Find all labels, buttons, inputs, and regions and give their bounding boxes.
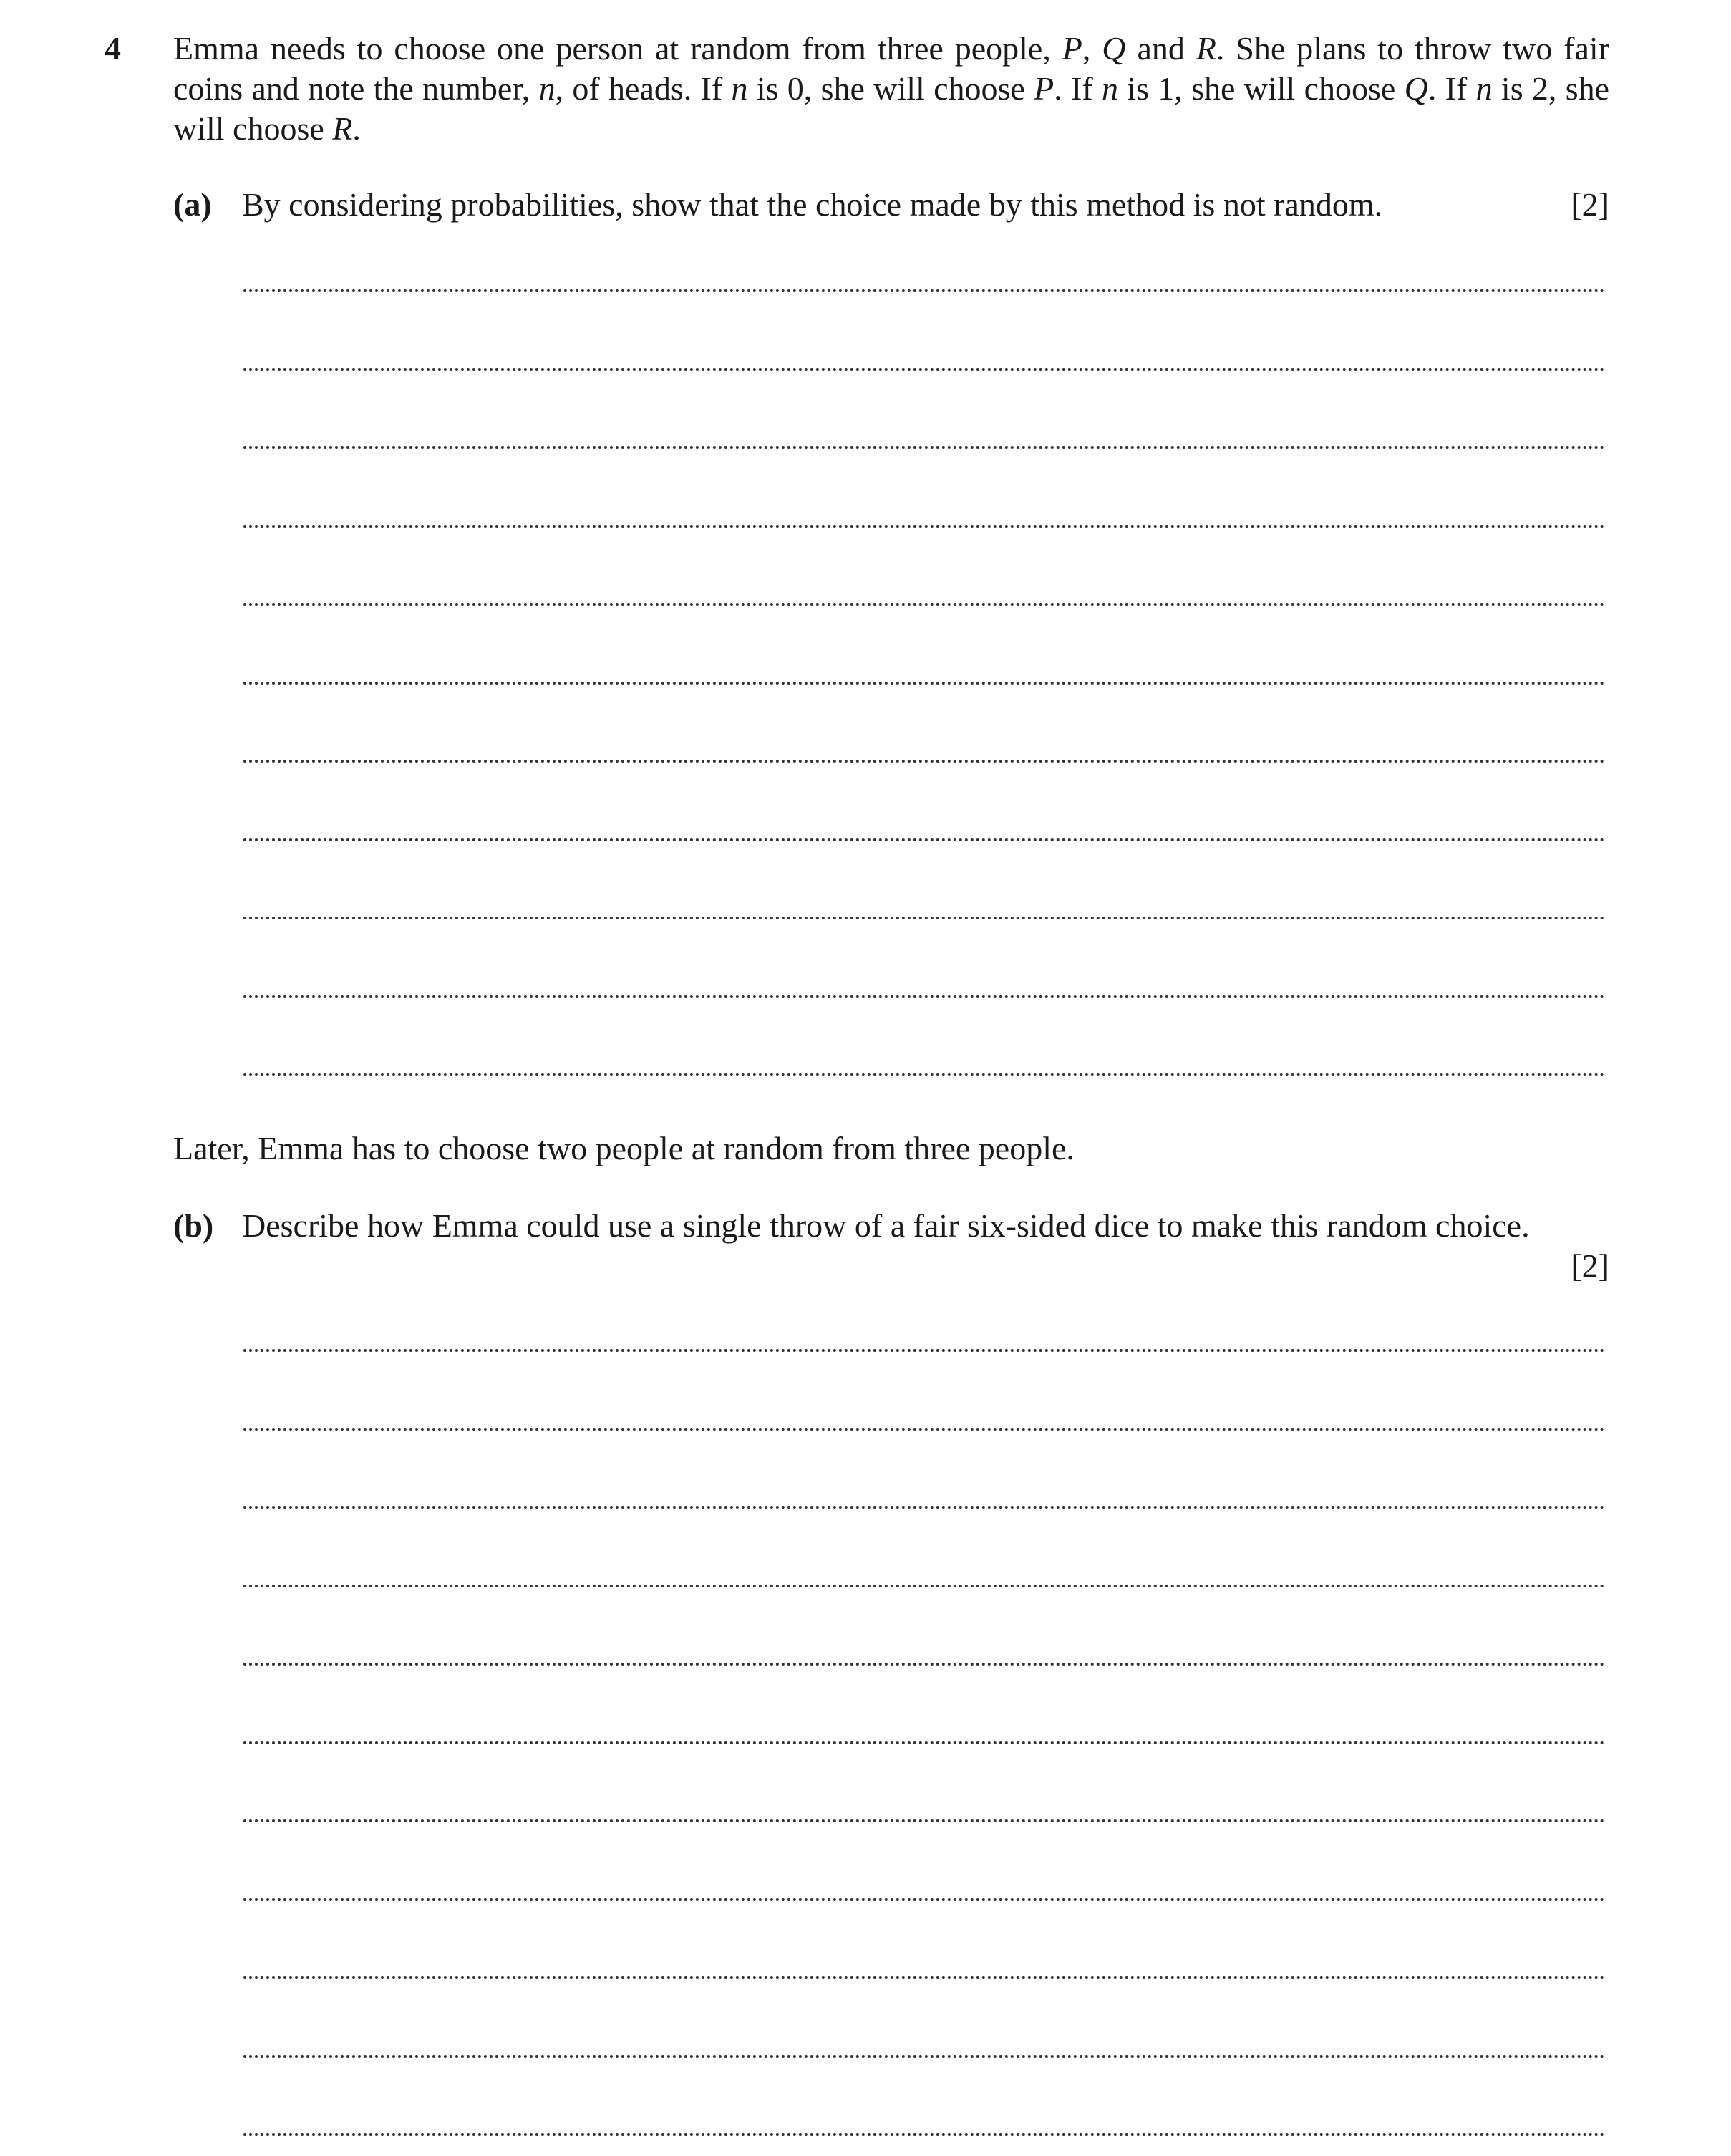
part-a-answer-line[interactable] — [243, 525, 1605, 528]
part-b-answer-line[interactable] — [243, 1585, 1605, 1587]
part-b-answer-line[interactable] — [243, 1349, 1605, 1352]
part-b-label: (b) — [173, 1207, 214, 1244]
part-b-prompt — [173, 1206, 1612, 1246]
part-a-answer-line[interactable] — [243, 1073, 1605, 1076]
part-b-answer-line[interactable] — [243, 1976, 1605, 1979]
part-b-text: Describe how Emma could use a single throw of a fair six-sided dice to make this random choice. — [242, 1207, 1530, 1244]
part-b-answer-line[interactable] — [243, 1898, 1605, 1901]
part-a-answer-line[interactable] — [243, 368, 1605, 371]
part-b-marks: [2] — [1571, 1247, 1609, 1284]
part-b-answer-line[interactable] — [243, 1663, 1605, 1666]
part-a-answer-line[interactable] — [243, 838, 1605, 841]
part-b-answer-line[interactable] — [243, 2133, 1605, 2136]
interlude-text: Later, Emma has to choose two people at random from three people. — [173, 1130, 1075, 1166]
part-a-answer-line[interactable] — [243, 760, 1605, 763]
part-a-answer-line[interactable] — [243, 682, 1605, 685]
question-number: 4 — [105, 30, 121, 67]
part-a-prompt — [173, 185, 1390, 225]
part-a-answer-line[interactable] — [243, 289, 1605, 292]
part-b-answer-line[interactable] — [243, 2055, 1605, 2058]
part-b-answer-line[interactable] — [243, 1428, 1605, 1431]
part-a-answer-line[interactable] — [243, 995, 1605, 998]
part-a-answer-line[interactable] — [243, 446, 1605, 449]
part-b-answer-line[interactable] — [243, 1506, 1605, 1509]
part-b-answer-line[interactable] — [243, 1819, 1605, 1822]
part-a-answer-line[interactable] — [243, 603, 1605, 606]
part-a-text: By considering probabilities, show that the choice made by this method is not random. — [242, 186, 1383, 223]
part-b-answer-line[interactable] — [243, 1741, 1605, 1744]
part-a-answer-line[interactable] — [243, 917, 1605, 919]
part-a-marks: [2] — [1571, 186, 1609, 223]
part-a-label: (a) — [173, 186, 212, 223]
question-stem: Emma needs to choose one person at random from three people, P, Q and R. She plans to throw two fair coins and note the number, n, of heads. If n is 0, she will choose P. If n is 1, she will choose Q. If n is 2, she will choose R. — [173, 30, 1610, 147]
